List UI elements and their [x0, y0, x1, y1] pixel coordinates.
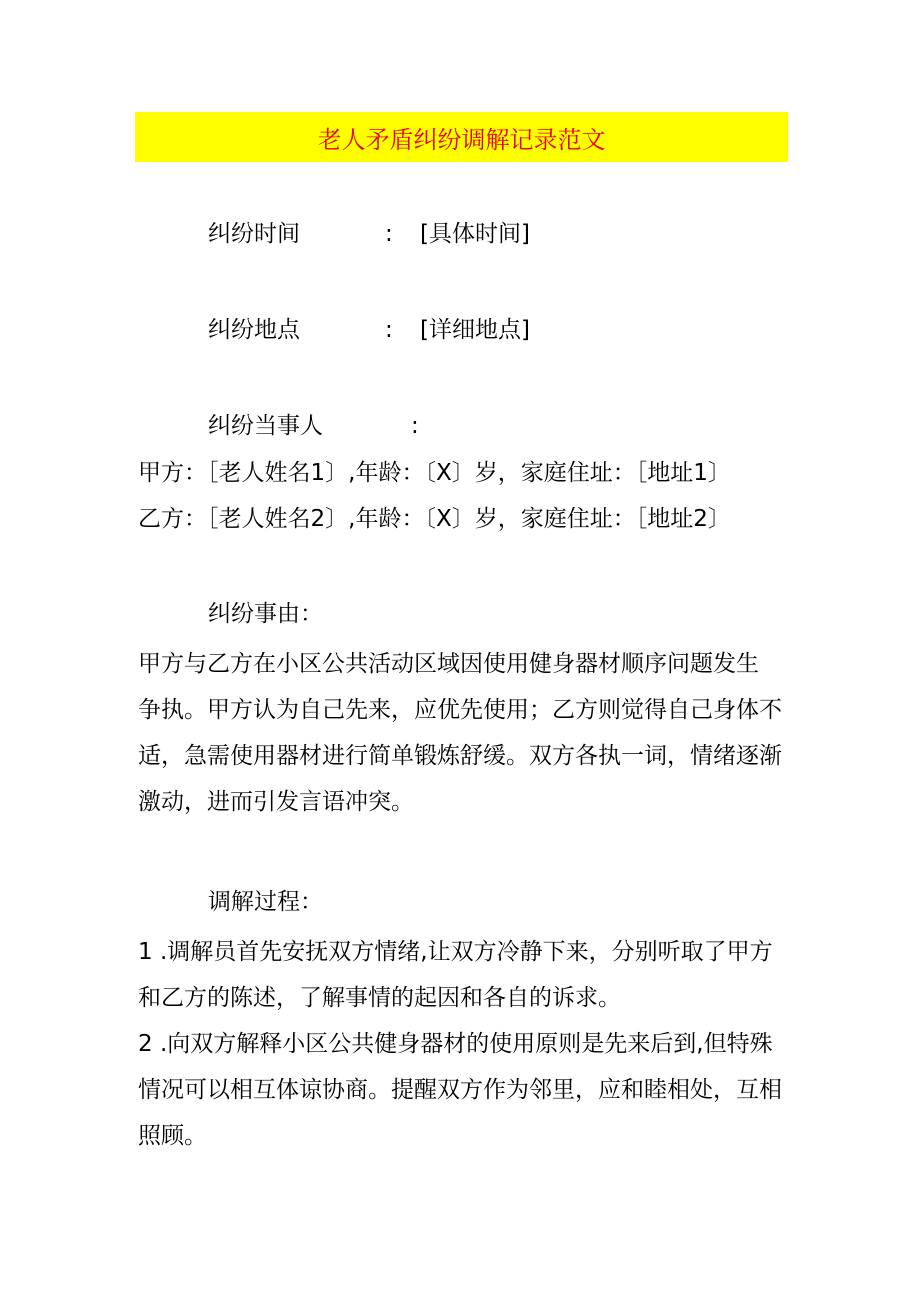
dispute-place-value: [详细地点]	[420, 317, 530, 343]
dispute-time-colon: :	[385, 221, 393, 247]
reason-line: 争执。甲方认为自己先来，应优先使用；乙方则觉得自己身体不	[138, 697, 782, 723]
dispute-parties-label: 纠纷当事人	[208, 413, 323, 439]
reason-line: 激动，进而引发言语冲突。	[138, 789, 414, 815]
dispute-place-label: 纠纷地点	[208, 317, 300, 343]
process-heading: 调解过程：	[208, 889, 323, 915]
title-banner	[135, 112, 788, 162]
reason-line: 甲方与乙方在小区公共活动区域因使用健身器材顺序问题发生	[138, 651, 759, 677]
process-line: 1 .调解员首先安抚双方情绪,让双方冷静下来，分别听取了甲方	[138, 939, 773, 965]
reason-line: 适，急需使用器材进行简单锻炼舒缓。双方各执一词，情绪逐渐	[138, 743, 782, 769]
process-line: 和乙方的陈述，了解事情的起因和各自的诉求。	[138, 985, 621, 1011]
process-paragraph	[138, 929, 798, 1159]
dispute-time-value: [具体时间]	[420, 221, 530, 247]
reason-heading: 纠纷事由：	[208, 601, 323, 627]
process-line: 2 .向双方解释小区公共健身器材的使用原则是先来后到,但特殊	[138, 1031, 773, 1057]
process-line: 照顾。	[138, 1123, 207, 1149]
dispute-parties-colon: :	[411, 413, 419, 439]
party-b-info: 乙方：［老人姓名2〕,年龄：〔X〕岁，家庭住址：［地址2〕	[138, 506, 731, 532]
party-a-info: 甲方：［老人姓名1〕,年龄：〔X〕岁，家庭住址：［地址1〕	[138, 460, 731, 486]
reason-paragraph	[138, 641, 798, 825]
document-title: 老人矛盾纠纷调解记录范文	[317, 125, 606, 154]
dispute-time-label: 纠纷时间	[208, 221, 300, 247]
process-line: 情况可以相互体谅协商。提醒双方作为邻里，应和睦相处，互相	[138, 1077, 782, 1103]
dispute-place-colon: :	[385, 317, 393, 343]
